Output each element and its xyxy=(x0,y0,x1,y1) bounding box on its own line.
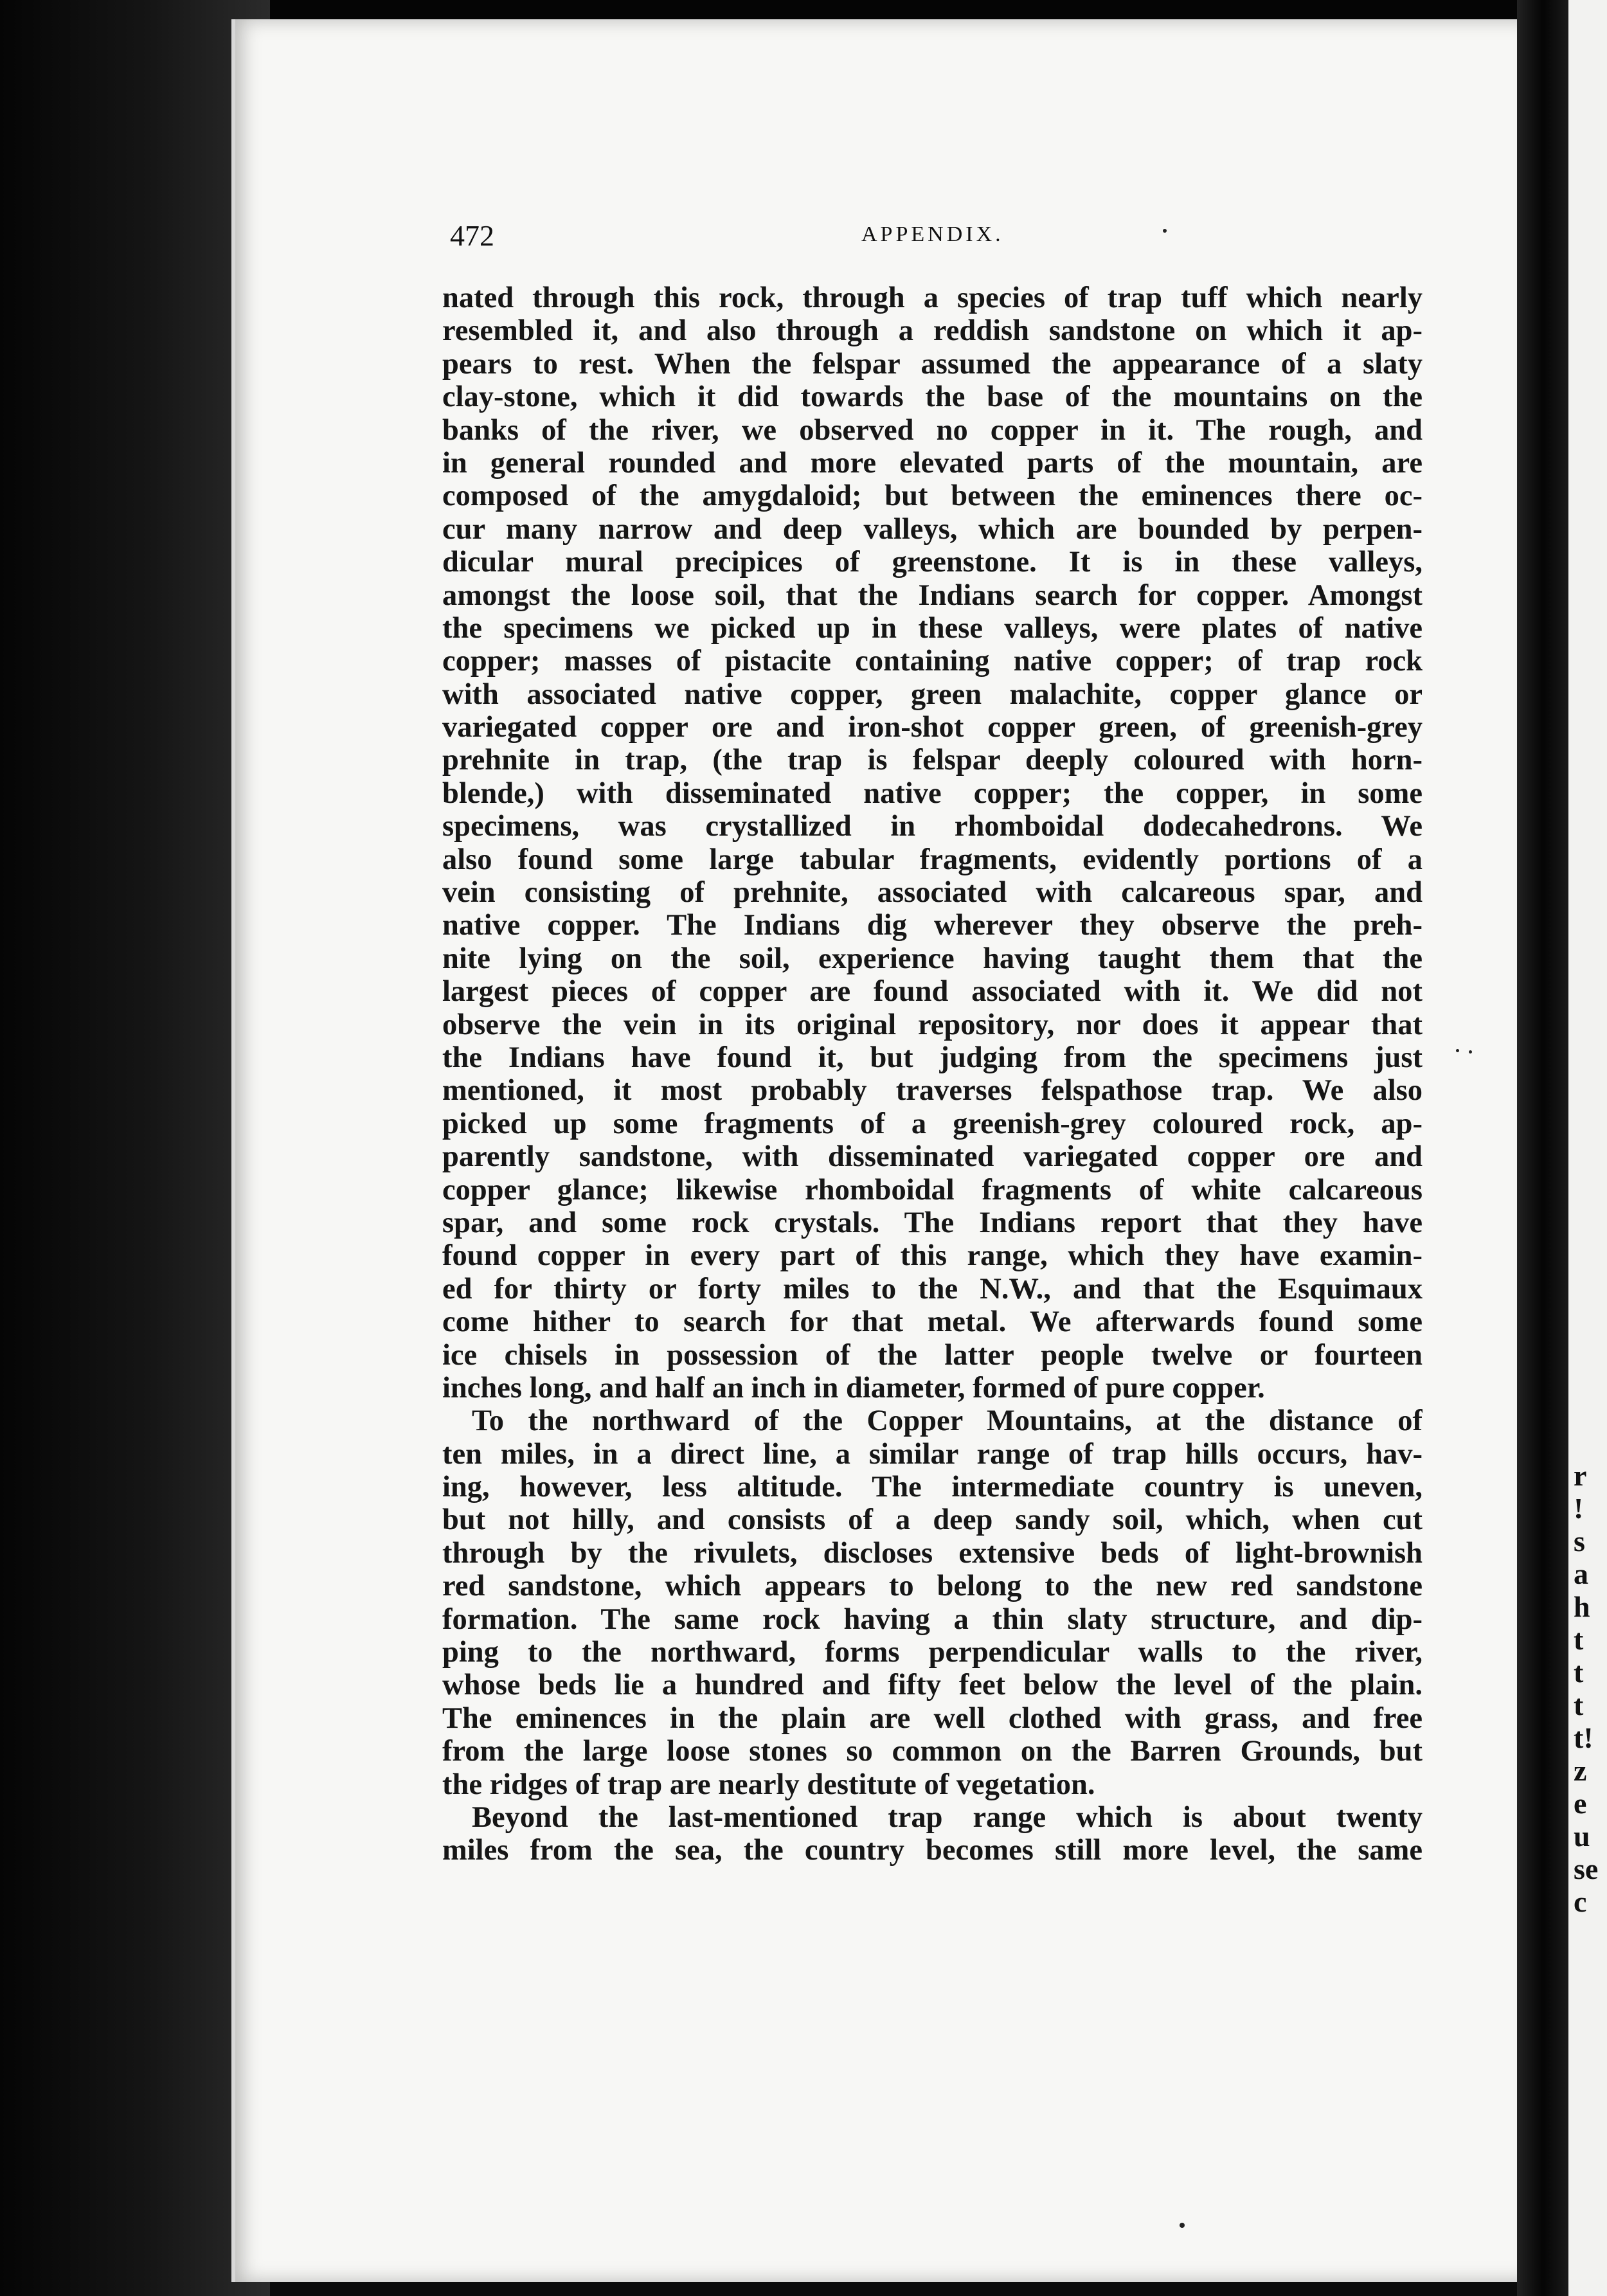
text-line: with associated native copper, green malachite, copper glance or xyxy=(442,677,1423,711)
text-line: pears to rest. When the felspar assumed the appearance of a slaty xyxy=(442,347,1423,381)
text-line: ing, however, less altitude. The intermediate country is uneven, xyxy=(442,1471,1423,1504)
page-number: 472 xyxy=(450,219,494,252)
book-binding xyxy=(1517,0,1568,2296)
text-line: amongst the loose soil, that the Indians search for copper. Amongst xyxy=(442,578,1423,612)
next-page-edge xyxy=(1568,0,1607,2296)
text-line: the ridges of trap are nearly destitute of vegetation. xyxy=(442,1768,1095,1801)
text-line: ten miles, in a direct line, a similar range of trap hills occurs, hav- xyxy=(442,1437,1423,1471)
text-line: but not hilly, and consists of a deep sandy soil, which, when cut xyxy=(442,1503,1423,1537)
next-page-margin-text: r ! s a h t t t t! z e u se c xyxy=(1574,1459,1599,1918)
text-line: To the northward of the Copper Mountains, at the distance of xyxy=(472,1404,1423,1438)
text-line: come hither to search for that metal. We afterwards found some xyxy=(442,1305,1423,1339)
text-line: inches long, and half an inch in diameter, formed of pure copper. xyxy=(442,1371,1265,1404)
text-line: whose beds lie a hundred and fifty feet below the level of the plain. xyxy=(442,1669,1423,1702)
text-line: parently sandstone, with disseminated variegated copper ore and xyxy=(442,1140,1423,1174)
text-line: resembled it, and also through a reddish sandstone on which it ap- xyxy=(442,314,1423,348)
text-line: also found some large tabular fragments, evidently portions of a xyxy=(442,843,1423,876)
text-line: the Indians have found it, but judging from the specimens just xyxy=(442,1041,1423,1074)
text-line: mentioned, it most probably traverses felspathose trap. We also xyxy=(442,1074,1423,1108)
text-line: spar, and some rock crystals. The Indians report that they have xyxy=(442,1206,1423,1239)
scan-speck xyxy=(1163,229,1167,233)
running-head: APPENDIX. xyxy=(861,222,1004,246)
scan-speck xyxy=(1469,1050,1472,1054)
text-line: composed of the amygdaloid; but between the eminences there oc- xyxy=(442,480,1423,513)
text-line: blende,) with disseminated native copper; the copper, in some xyxy=(442,776,1423,810)
text-line: miles from the sea, the country becomes still more level, the same xyxy=(442,1834,1423,1867)
text-line: variegated copper ore and iron-shot copper green, of greenish-grey xyxy=(442,711,1423,744)
text-line: prehnite in trap, (the trap is felspar deeply coloured with horn- xyxy=(442,744,1423,777)
text-line: the specimens we picked up in these valleys, were plates of native xyxy=(442,611,1423,645)
text-line: nite lying on the soil, experience having taught them that the xyxy=(442,942,1423,975)
text-line: picked up some fragments of a greenish-grey coloured rock, ap- xyxy=(442,1107,1423,1140)
body-text xyxy=(442,282,1423,1867)
text-line: ice chisels in possession of the latter people twelve or fourteen xyxy=(442,1338,1423,1372)
text-line: dicular mural precipices of greenstone. It is in these valleys, xyxy=(442,546,1423,579)
text-line: copper glance; likewise rhomboidal fragments of white calcareous xyxy=(442,1173,1423,1206)
text-line: specimens, was crystallized in rhomboidal dodecahedrons. We xyxy=(442,810,1423,843)
text-line: formation. The same rock having a thin slaty structure, and dip- xyxy=(442,1602,1423,1636)
text-line: clay-stone, which it did towards the base of the mountains on the xyxy=(442,381,1423,414)
text-line: The eminences in the plain are well clothed with grass, and free xyxy=(442,1701,1423,1735)
text-line: copper; masses of pistacite containing native copper; of trap rock xyxy=(442,645,1423,678)
scan-speck xyxy=(1180,2223,1185,2228)
text-line: ed for thirty or forty miles to the N.W., and that the Esquimaux xyxy=(442,1272,1423,1305)
text-line: through by the rivulets, discloses extensive beds of light-brownish xyxy=(442,1536,1423,1570)
text-line: red sandstone, which appears to belong to the new red sandstone xyxy=(442,1570,1423,1603)
text-line: nated through this rock, through a species of trap tuff which nearly xyxy=(442,282,1423,314)
text-line: banks of the river, we observed no copper in it. The rough, and xyxy=(442,413,1423,447)
text-line: largest pieces of copper are found associated with it. We did not xyxy=(442,975,1423,1009)
text-line: found copper in every part of this range, which they have examin- xyxy=(442,1239,1423,1273)
scan-border-left xyxy=(0,0,270,2296)
text-line: ping to the northward, forms perpendicular walls to the river, xyxy=(442,1636,1423,1669)
page-header xyxy=(450,219,1414,257)
text-line: cur many narrow and deep valleys, which are bounded by perpen- xyxy=(442,512,1423,546)
text-line: observe the vein in its original repository, nor does it appear that xyxy=(442,1008,1423,1041)
text-line: from the large loose stones so common on the Barren Grounds, but xyxy=(442,1735,1423,1768)
text-line: native copper. The Indians dig wherever they observe the preh- xyxy=(442,909,1423,942)
text-line: Beyond the last-mentioned trap range which is about twenty xyxy=(472,1800,1423,1834)
scan-speck xyxy=(1456,1049,1459,1052)
text-line: vein consisting of prehnite, associated with calcareous spar, and xyxy=(442,876,1423,910)
text-line: in general rounded and more elevated parts of the mountain, are xyxy=(442,446,1423,480)
